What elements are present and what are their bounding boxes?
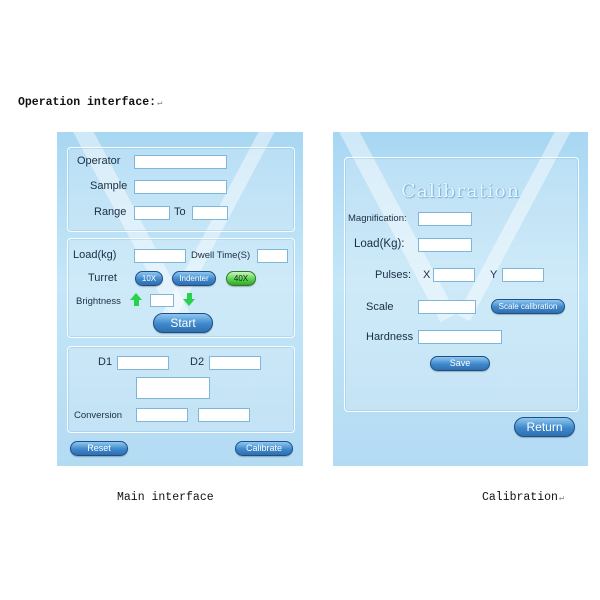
cal-load-label: Load(Kg): bbox=[354, 238, 405, 250]
indenter-button[interactable]: Indenter bbox=[172, 271, 216, 286]
range-label: Range bbox=[94, 206, 127, 218]
reset-button[interactable]: Reset bbox=[70, 441, 128, 456]
sample-label: Sample bbox=[90, 180, 128, 192]
d2-label: D2 bbox=[190, 356, 205, 368]
operator-label: Operator bbox=[77, 155, 121, 167]
pulses-label: Pulses: bbox=[375, 269, 412, 281]
objective-40x-button[interactable]: 40X bbox=[226, 271, 256, 286]
pulses-x-input[interactable] bbox=[433, 268, 475, 282]
conversion-value-1 bbox=[136, 408, 188, 422]
brightness-down-button[interactable] bbox=[183, 293, 195, 306]
brightness-up-button[interactable] bbox=[130, 293, 142, 306]
pulses-y-label: Y bbox=[490, 269, 498, 281]
range-from-input[interactable] bbox=[134, 206, 170, 220]
main-interface-caption: Main interface bbox=[117, 491, 214, 504]
section-heading: Operation interface:↵ bbox=[18, 96, 163, 109]
d2-value bbox=[209, 356, 261, 370]
load-input[interactable] bbox=[134, 249, 186, 263]
brightness-label: Brightness bbox=[76, 296, 121, 307]
up-arrow-icon bbox=[130, 293, 142, 300]
cal-load-input[interactable] bbox=[418, 238, 472, 252]
magnification-label: Magnification: bbox=[348, 213, 407, 224]
dwell-time-input[interactable] bbox=[257, 249, 288, 263]
operator-input[interactable] bbox=[134, 155, 227, 169]
calibration-caption: Calibration↵ bbox=[482, 491, 565, 504]
d1-value bbox=[117, 356, 169, 370]
objective-10x-button[interactable]: 10X bbox=[135, 271, 163, 286]
start-button[interactable]: Start bbox=[153, 313, 213, 333]
brightness-value-input[interactable] bbox=[150, 294, 174, 307]
load-label: Load(kg) bbox=[73, 249, 117, 261]
results-group bbox=[67, 346, 295, 433]
test-settings-group bbox=[67, 238, 295, 338]
dwell-time-label: Dwell Time(S) bbox=[191, 250, 251, 261]
down-arrow-icon bbox=[183, 299, 195, 306]
d1-label: D1 bbox=[98, 356, 113, 368]
scale-label: Scale bbox=[366, 301, 394, 313]
scale-input[interactable] bbox=[418, 300, 476, 314]
calibration-screen bbox=[333, 132, 588, 466]
calibration-title: Calibration bbox=[401, 180, 520, 202]
hardness-label: Hardness bbox=[366, 331, 414, 343]
save-button[interactable]: Save bbox=[430, 356, 490, 371]
conversion-label: Conversion bbox=[74, 410, 123, 421]
hardness-input[interactable] bbox=[418, 330, 502, 344]
pulses-y-input[interactable] bbox=[502, 268, 544, 282]
range-to-input[interactable] bbox=[192, 206, 228, 220]
sample-input[interactable] bbox=[134, 180, 227, 194]
sample-info-group bbox=[67, 147, 295, 232]
hardness-result-display bbox=[136, 377, 210, 399]
magnification-input[interactable] bbox=[418, 212, 472, 226]
pulses-x-label: X bbox=[423, 269, 431, 281]
turret-label: Turret bbox=[88, 272, 117, 284]
return-button[interactable]: Return bbox=[514, 417, 575, 437]
conversion-value-2 bbox=[198, 408, 250, 422]
scale-calibration-button[interactable]: Scale calibration bbox=[491, 299, 565, 314]
main-interface-screen bbox=[57, 132, 303, 466]
calibrate-button[interactable]: Calibrate bbox=[235, 441, 293, 456]
to-label: To bbox=[174, 206, 186, 218]
